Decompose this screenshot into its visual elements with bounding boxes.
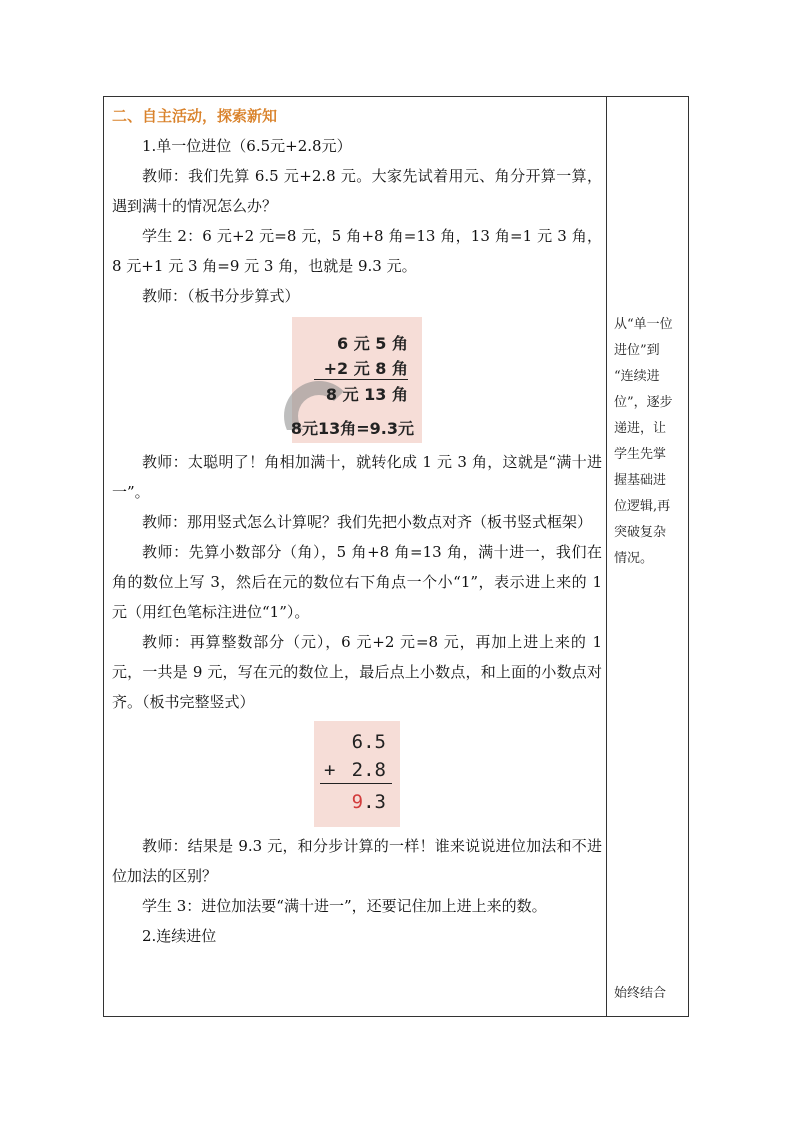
design-intent-note <box>614 312 684 572</box>
fig2-line-2: 2.8 <box>351 759 386 781</box>
paragraph-5: 教师：那用竖式怎么计算呢？我们先把小数点对齐（板书竖式框架） <box>142 513 593 531</box>
side-note-line: “连续进 <box>614 369 660 384</box>
paragraph-9: 学生 3：进位加法要“满十进一”，还要记住加上进上来的数。 <box>142 897 547 915</box>
side-note-line: 进位”到 <box>614 343 660 358</box>
side-bottom-note <box>614 981 684 1007</box>
fig2-sum-rule <box>320 783 392 784</box>
fig2-result-rest: .3 <box>363 791 386 813</box>
side-note-line: 学生先掌 <box>614 447 667 462</box>
paragraph-2: 学生 2：6 元+2 元=8 元，5 角+8 角=13 角，13 角=1 元 3 角，8 元+1 元 3 角=9 元 3 角，也就是 9.3 元。 <box>112 227 602 275</box>
side-note-line: 情况。 <box>614 551 654 566</box>
fig2-plus-sign: + <box>324 759 336 781</box>
fig1-line-3: 8 元 13 角 <box>325 385 408 404</box>
stepwise-calculation-figure <box>292 317 422 443</box>
side-note-line: 递进，让 <box>614 421 667 436</box>
paragraph-8: 教师：结果是 9.3 元，和分步计算的一样！谁来说说进位加法和不进位加法的区别？ <box>112 837 602 885</box>
lesson-table <box>103 96 689 1017</box>
column-divider <box>606 97 607 1016</box>
side-note-line: 位”，逐步 <box>614 395 673 410</box>
paragraph-6: 教师：先算小数部分（角），5 角+8 角=13 角，满十进一，我们在角的数位上写 3，然后在元的数位右下角点一个小“1”，表示进上来的 1 元（用红色笔标注进位“1”）。 <box>112 543 602 621</box>
side-note-line: 位逻辑,再 <box>614 499 671 514</box>
paragraph-3: 教师：（板书分步算式） <box>142 287 300 305</box>
side-note-line: 突破复杂 <box>614 525 667 540</box>
fig2-line-1: 6.5 <box>351 731 386 753</box>
fig1-line-4: 8元13角=9.3元 <box>290 419 414 438</box>
item2-title: 2.连续进位 <box>142 927 217 945</box>
side-bottom-line: 始终结合 <box>614 986 667 1001</box>
activity-column <box>112 101 602 951</box>
section-heading: 二、自主活动，探索新知 <box>112 107 278 125</box>
fig2-result-carry-digit: 9 <box>351 791 364 813</box>
fig1-line-2: +2 元 8 角 <box>323 359 408 378</box>
paragraph-1: 教师：我们先算 6.5 元+2.8 元。大家先试着用元、角分开算一算，遇到满十的情况怎么办？ <box>112 167 602 215</box>
item1-title: 1.单一位进位（6.5元+2.8元） <box>142 137 352 155</box>
paragraph-7: 教师：再算整数部分（元），6 元+2 元=8 元，再加上进上来的 1 元，一共是 9 元，写在元的数位上，最后点上小数点，和上面的小数点对齐。（板书完整竖式） <box>112 633 602 711</box>
paragraph-4: 教师：太聪明了！角相加满十，就转化成 1 元 3 角，这就是“满十进一”。 <box>112 453 602 501</box>
fig1-line-1: 6 元 5 角 <box>337 334 408 353</box>
side-note-line: 从“单一位 <box>614 317 673 332</box>
fig2-result <box>352 787 386 817</box>
vertical-calculation-figure <box>314 721 400 827</box>
side-note-line: 握基础进 <box>614 473 667 488</box>
